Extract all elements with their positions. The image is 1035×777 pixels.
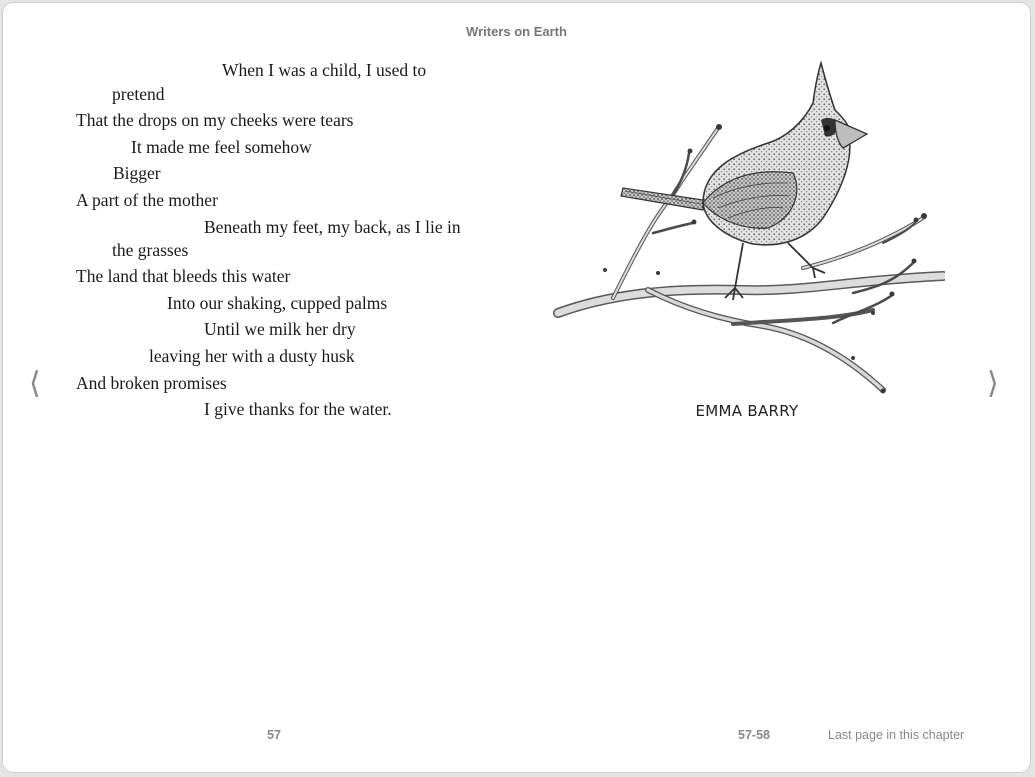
poem-line: That the drops on my cheeks were tears bbox=[76, 110, 354, 130]
poem-line: When I was a child, I used to bbox=[222, 60, 427, 80]
poem-line: It made me feel somehow bbox=[131, 137, 312, 157]
poem-line: the grasses bbox=[112, 240, 189, 260]
previous-page-icon[interactable]: ⟨ bbox=[29, 366, 41, 401]
poem-line: A part of the mother bbox=[76, 190, 218, 210]
poem-line: Into our shaking, cupped palms bbox=[167, 293, 388, 313]
next-page-icon[interactable]: ⟩ bbox=[987, 366, 999, 401]
bird-eye bbox=[824, 125, 830, 131]
poem-line: And broken promises bbox=[76, 373, 227, 393]
poem-line: Until we milk her dry bbox=[204, 319, 356, 339]
poem-line: leaving her with a dusty husk bbox=[149, 346, 355, 366]
book-title: Writers on Earth bbox=[466, 24, 567, 39]
page-range: 57-58 bbox=[738, 728, 770, 742]
poem-line: I give thanks for the water. bbox=[204, 399, 392, 419]
left-page-number: 57 bbox=[267, 728, 281, 742]
poem-text bbox=[3, 3, 523, 443]
cardinal-illustration bbox=[553, 58, 945, 398]
illustration-caption: EMMA BARRY bbox=[695, 402, 799, 420]
poem-line: pretend bbox=[112, 84, 165, 104]
bird-leg-right bbox=[788, 243, 825, 278]
chapter-status: Last page in this chapter bbox=[828, 728, 965, 742]
book-window bbox=[3, 3, 1030, 772]
poem-line: Bigger bbox=[113, 163, 161, 183]
bird-beak bbox=[835, 120, 867, 148]
poem-line: Beneath my feet, my back, as I lie in bbox=[204, 217, 461, 237]
poem-line: The land that bleeds this water bbox=[76, 266, 291, 286]
